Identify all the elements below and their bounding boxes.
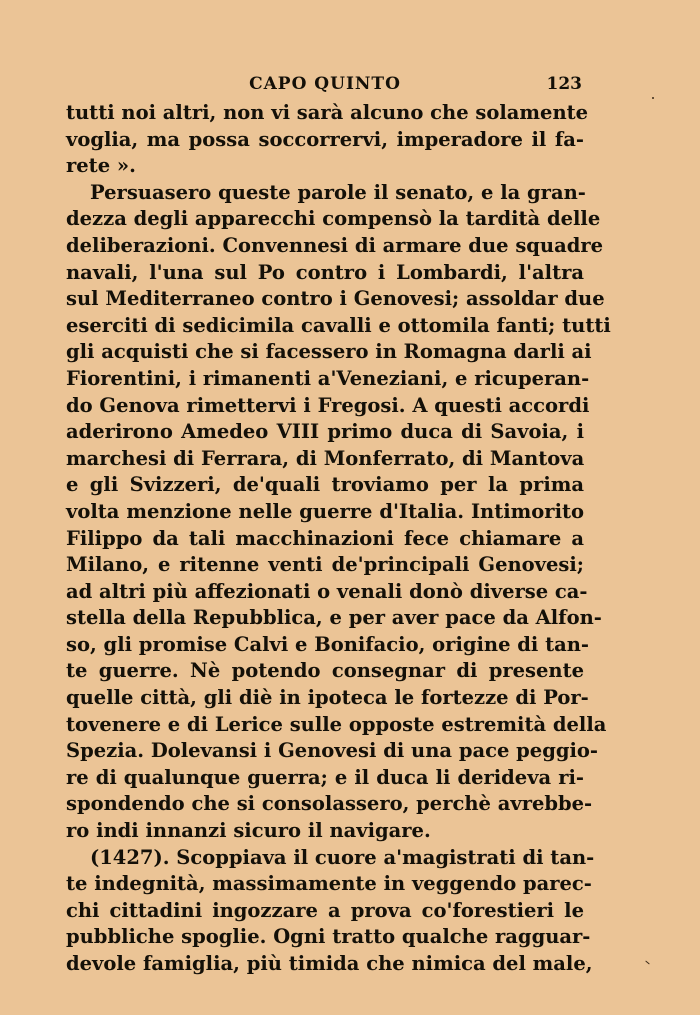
text-line: te guerre. Nè potendo consegnar di presente [66, 659, 584, 683]
text-line: Spezia. Dolevansi i Genovesi di una pace peggio- [66, 739, 598, 763]
text-line: (1427). Scoppiava il cuore a'magistrati di tan- [90, 845, 595, 869]
text-line: ro indi innanzi sicuro il navigare. [66, 819, 431, 843]
text-line: tutti noi altri, non vi sarà alcuno che solamente [66, 101, 589, 124]
text-line: gli acquisti che si facessero in Romagna darli ai [66, 340, 592, 364]
text-line: Fiorentini, i rimanenti a'Veneziani, e ricuperan- [66, 366, 590, 390]
text-line: Filippo da tali macchinazioni fece chiamare a [66, 526, 584, 550]
paper-mark [645, 961, 649, 965]
text-line: dezza degli apparecchi compensò la tardità delle [66, 207, 601, 231]
text-line: volta menzione nelle guerre d'Italia. Intimorito [66, 499, 584, 523]
running-head: CAPO QUINTO [249, 74, 401, 94]
text-line: Persuasero queste parole il senato, e la gran- [90, 180, 586, 204]
text-line: rete ». [66, 154, 136, 178]
text-line: te indegnità, massimamente in veggendo parec- [66, 872, 592, 896]
text-line: re di qualunque guerra; e il duca li derideva ri- [66, 765, 584, 789]
text-line: aderirono Amedeo VIII primo duca di Savoia, i [66, 420, 584, 444]
text-line: pubbliche spoglie. Ogni tratto qualche ragguar- [66, 925, 591, 949]
text-line: sul Mediterraneo contro i Genovesi; assoldar due [66, 287, 605, 311]
text-line: chi cittadini ingozzare a prova co'forestieri le [66, 898, 584, 922]
text-line: quelle città, gli diè in ipoteca le fortezze di Por- [66, 686, 589, 710]
text-line: do Genova rimettervi i Fregosi. A questi accordi [66, 393, 590, 417]
body-text [66, 100, 611, 978]
text-line: navali, l'una sul Po contro i Lombardi, l'altra [66, 260, 584, 284]
paragraph [66, 180, 611, 845]
paper-speck [652, 97, 654, 99]
text-line: so, gli promise Calvi e Bonifacio, origine di tan- [66, 632, 590, 656]
paragraph [66, 100, 589, 180]
text-line: devole famiglia, più timida che nimica del male, [66, 952, 593, 975]
page-header [68, 72, 582, 100]
text-line: e gli Svizzeri, de'quali troviamo per la prima [66, 473, 584, 497]
paragraph [66, 845, 595, 978]
text-line: deliberazioni. Convennesi di armare due squadre [66, 233, 604, 257]
page-number: 123 [546, 74, 582, 94]
text-line: eserciti di sedicimila cavalli e ottomila fanti; tutti [66, 313, 611, 337]
text-line: Milano, e ritenne venti de'principali Genovesi; [66, 553, 584, 577]
text-line: voglia, ma possa soccorrervi, imperadore il fa- [66, 127, 584, 151]
text-line: spondendo che si consolassero, perchè avrebbe- [66, 792, 593, 816]
text-line: ad altri più affezionati o venali donò diverse ca- [66, 579, 588, 603]
text-line: stella della Repubblica, e per aver pace da Alfon- [66, 606, 602, 630]
text-line: marchesi di Ferrara, di Monferrato, di Mantova [66, 446, 585, 470]
text-line: tovenere e di Lerice sulle opposte estremità della [66, 712, 607, 736]
